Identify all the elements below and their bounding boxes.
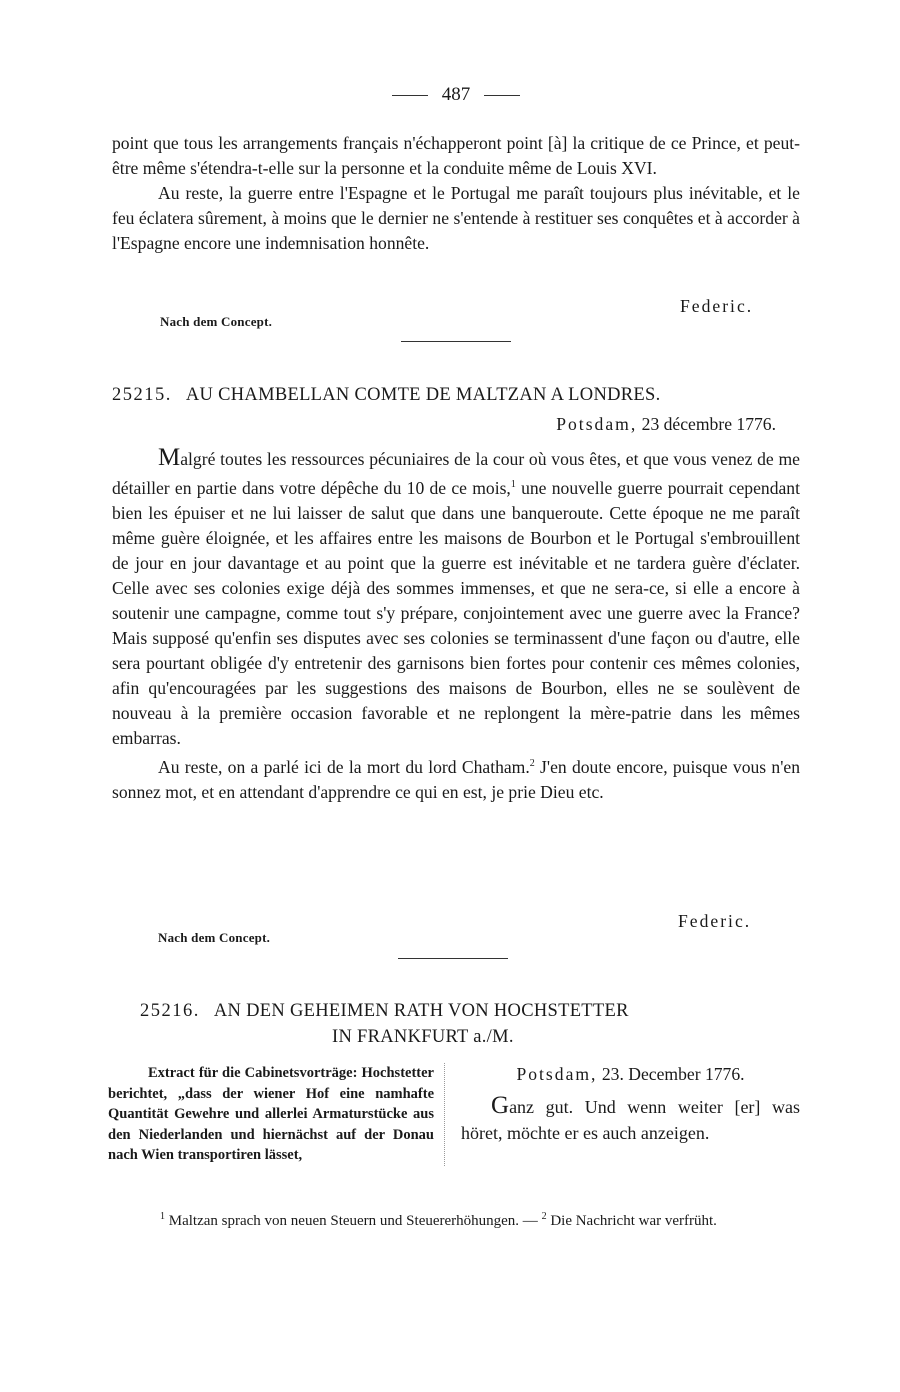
reply-text: Ganz gut. Und wenn weiter [er] was höret, möchte er es auch anzeigen. bbox=[461, 1092, 800, 1143]
letter-title-line-2: IN FRANKFURT a./M. bbox=[332, 1027, 514, 1047]
separator-2 bbox=[398, 958, 508, 959]
drop-cap: G bbox=[491, 1092, 510, 1119]
reply-column bbox=[445, 1063, 800, 1166]
intro-signature: Federic. bbox=[680, 296, 754, 316]
date-place: Potsdam, bbox=[516, 1064, 598, 1084]
footnote-ref-1: 1 bbox=[510, 479, 516, 490]
intro-section bbox=[112, 131, 800, 256]
footnotes bbox=[108, 1206, 792, 1232]
header-dash-left bbox=[392, 95, 428, 96]
footnote-1-text: Maltzan sprach von neuen Steuern und Steuererhöhungen. — bbox=[165, 1213, 542, 1229]
page-header bbox=[112, 84, 800, 106]
letter-25216-columns bbox=[108, 1063, 800, 1166]
footnote-mark-2: 2 bbox=[541, 1211, 547, 1222]
letter-25215-concept-note: Nach dem Concept. bbox=[158, 930, 271, 945]
footnote-ref-2: 2 bbox=[529, 757, 535, 769]
letter-25216-heading-line-1 bbox=[140, 998, 800, 1024]
letter-25215-heading bbox=[112, 382, 800, 408]
letter-25215-body bbox=[112, 445, 800, 805]
letter-title: AU CHAMBELLAN COMTE DE MALTZAN A LONDRES. bbox=[185, 385, 661, 405]
letter-25215-dateline bbox=[556, 414, 776, 435]
letter-25215-paragraph-1: Malgré toutes les ressources pécuniaires de la cour où vous êtes, et que vous venez de me détailler en partie dans votre dépêche du 10 de ce mois,$^1$ une nouvelle guerre pourrait cependant bien les épuiser et ne lui laisser de salut que dans une banqueroute. Cette époque ne me paraît même guère éloignée, et les affaires entre les maisons de Bourbon et le Portugal s'embrouillent de jour en jour davantage et au point que la guerre est inévitable et ne tardera guère d'éclater. Celle avec ses colonies exige déjà des sommes immenses, et que ne sera-ce, si elle a encore à soutenir une campagne, comme tout s'y prépare, conjointement avec une guerre avec la France? Mais supposé qu'enfin ses disputes avec ses colonies se terminassent d'une façon ou d'autre, elle sera pourtant obligée d'y entretenir des garnisons bien fortes pour contenir ces mêmes colonies, afin qu'encouragées par les suggestions des maisons de Bourbon, elles ne se soulèvent de nouveau à la première occasion favorable et ne replongent la mère-patrie dans les mêmes embarras. bbox=[112, 444, 800, 748]
header-dash-right bbox=[484, 95, 520, 96]
intro-concept-note: Nach dem Concept. bbox=[160, 314, 273, 329]
letter-25216-dateline bbox=[461, 1063, 800, 1085]
date: 23 décembre 1776. bbox=[641, 414, 776, 434]
date-place: Potsdam, bbox=[556, 414, 638, 434]
page-number: 487 bbox=[441, 84, 471, 105]
letter-number: 25215. bbox=[112, 385, 172, 405]
date: 23. December 1776. bbox=[601, 1064, 745, 1084]
intro-paragraph-1: point que tous les arrangements français n'échapperont point [à] la critique de ce Prince, et peut-être même s'étendra-t-elle sur la personne et la conduite même de Louis XVI. bbox=[112, 133, 800, 178]
separator-1 bbox=[401, 341, 511, 342]
extract-text: Extract für die Cabinetsvorträge: Hochstetter berichtet, „dass der wiener Hof eine namhafte Quantität Gewehre und allerlei Armaturstücke aus den Niederlanden und hiernächst auf der Donau nach Wien transportiren lässet, bbox=[108, 1065, 434, 1163]
footnote-mark-1: 1 bbox=[160, 1211, 165, 1222]
footnote-2-text: Die Nachricht war verfrüht. bbox=[546, 1213, 717, 1229]
letter-25216-heading bbox=[140, 998, 800, 1050]
letter-25215-paragraph-2: Au reste, on a parlé ici de la mort du lord Chatham.$^2$ J'en doute encore, puisque vous n'en sonnez mot, et en attendant d'apprendre ce qui en est, je prie Dieu etc. bbox=[112, 756, 800, 802]
extract-column bbox=[108, 1063, 445, 1166]
letter-title-line-1: AN DEN GEHEIMEN RATH VON HOCHSTETTER bbox=[213, 1001, 629, 1021]
intro-paragraph-2: Au reste, la guerre entre l'Espagne et le Portugal me paraît toujours plus inévitable, et le feu éclatera sûrement, à moins que le dernier ne s'entende à restituer ses conquêtes et à accorder à l'Espagne encore une indemnisation honnête. bbox=[112, 183, 800, 253]
letter-number: 25216. bbox=[140, 1001, 200, 1021]
letter-25215-signature: Federic. bbox=[678, 911, 752, 931]
drop-cap: M bbox=[158, 444, 181, 471]
